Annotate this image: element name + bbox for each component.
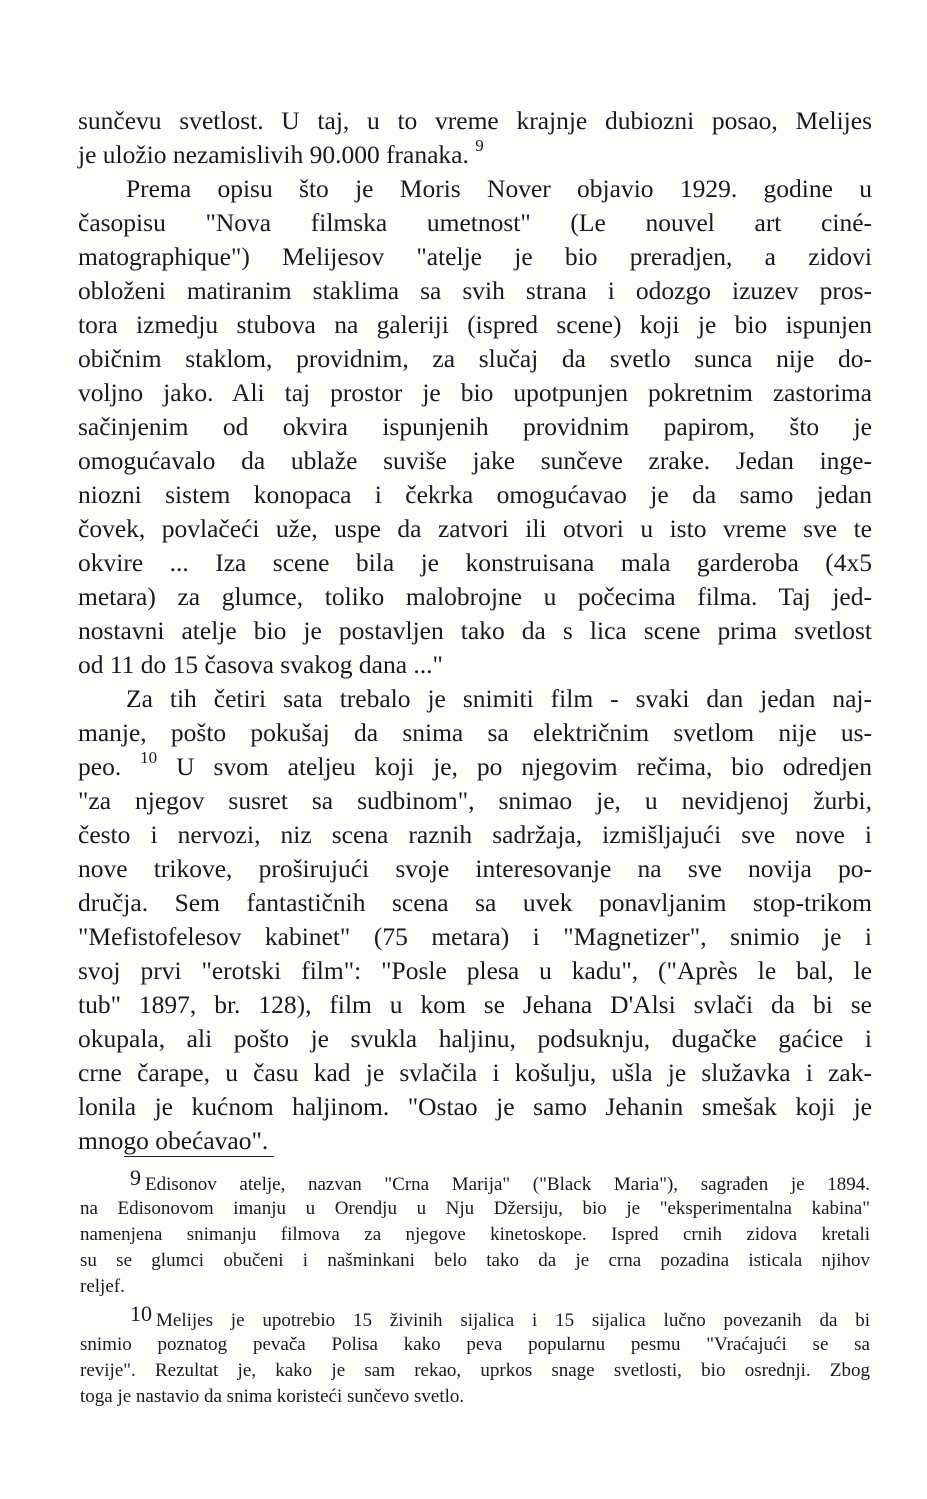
text-line: nostavni atelje bio je postavljen tako da s lica scene prima svetlost (78, 616, 872, 645)
text-line: crne čarape, u času kad je svlačila i košulju, ušla je služavka i zak- (78, 1058, 872, 1087)
footnote-line: namenjena snimanju filmova za njegove kinetoskope. Ispred crnih zidova kretali (80, 1224, 870, 1245)
footnote-number: 10 (130, 1301, 152, 1326)
text-line: nove trikove, proširujući svoje interesovanje na sve novija po- (78, 854, 872, 883)
footnote-reference: 9 (475, 135, 484, 155)
text-line: omogućavalo da ublaže suviše jake sunčeve zrake. Jedan inge- (78, 446, 872, 475)
footnote-reference: 10 (140, 747, 158, 767)
footnotes (80, 1165, 870, 1410)
text-line: je uložio nezamislivih 90.000 franaka. $^9$ (78, 135, 484, 169)
text-line: često i nervozi, niz scena raznih sadržaja, izmišljajući sve nove i (78, 820, 872, 849)
footnote-line: revije". Rezultat je, kako je sam rekao, uprkos snage svetlosti, bio osrednji. Zbog (80, 1360, 870, 1381)
footnote-number: 9 (130, 1165, 141, 1190)
text-line: peo. $^{10}$ U svom ateljeu koji je, po njegovim rečima, bio odredjen (78, 747, 872, 781)
footnote-line: 10 Melijes je upotrebio 15 živinih sijalica i 15 sijalica lučno povezanih da bi (130, 1301, 870, 1331)
text-line: metara) za glumce, toliko malobrojne u počecima filma. Taj jed- (78, 582, 872, 611)
text-line: tub" 1897, br. 128), film u kom se Jehana D'Alsi svlači da bi se (78, 990, 872, 1019)
text-line: dručja. Sem fantastičnih scena sa uvek ponavljanim stop-trikom (78, 888, 872, 917)
text-line: čovek, povlačeći uže, uspe da zatvori ili otvori u isto vreme sve te (78, 514, 872, 543)
text-line: Prema opisu što je Moris Nover objavio 1929. godine u (126, 174, 872, 203)
text-line: sačinjenim od okvira ispunjenih providnim papirom, što je (78, 412, 872, 441)
text-line: manje, pošto pokušaj da snima sa električnim svetlom nije us- (78, 718, 872, 747)
text-line: niozni sistem konopaca i čekrka omogućavao je da samo jedan (78, 480, 872, 509)
text-line: od 11 do 15 časova svakog dana ..." (78, 650, 443, 679)
text-line: "Mefistofelesov kabinet" (75 metara) i "Magnetizer", snimio je i (78, 922, 872, 951)
footnote-line: 9 Edisonov atelje, nazvan "Crna Marija" ("Black Maria"), sagrađen je 1894. (130, 1165, 870, 1195)
text-line: okupala, ali pošto je svukla haljinu, podsuknju, dugačke gaćice i (78, 1024, 872, 1053)
text-line: običnim staklom, providnim, za slučaj da svetlo sunca nije do- (78, 344, 872, 373)
text-line: matographique") Melijesov "atelje je bio preradjen, a zidovi (78, 242, 872, 271)
text-line: obloženi matiranim staklima sa svih strana i odozgo izuzev pros- (78, 276, 872, 305)
text-line: Za tih četiri sata trebalo je snimiti film - svaki dan jedan naj- (126, 684, 872, 713)
text-line: "za njegov susret sa sudbinom", snimao je, u nevidjenoj žurbi, (78, 786, 872, 815)
footnote-line: su se glumci obučeni i našminkani belo tako da je crna pozadina isticala njihov (80, 1250, 870, 1271)
text-line: lonila je kućnom haljinom. "Ostao je samo Jehanin smešak koji je (78, 1092, 872, 1121)
main-text (78, 104, 872, 1158)
footnote-line: na Edisonovom imanju u Orendju u Nju Džersiju, bio je "eksperimentalna kabina" (80, 1198, 870, 1219)
footnote-10 (80, 1301, 870, 1410)
text-line: voljno jako. Ali taj prostor je bio upotpunjen pokretnim zastorima (78, 378, 872, 407)
text-line: mnogo obećavao". (78, 1126, 269, 1155)
text-line: sunčevu svetlost. U taj, u to vreme krajnje dubiozni posao, Melijes (78, 106, 872, 135)
footnote-9 (80, 1165, 870, 1300)
footnote-line: toga je nastavio da snima koristeći sunčevo svetlo. (80, 1386, 465, 1407)
footnote-line: reljef. (80, 1276, 125, 1297)
text-line: svoj prvi "erotski film": "Posle plesa u kadu", ("Après le bal, le (78, 956, 872, 985)
text-line: časopisu "Nova filmska umetnost" (Le nouvel art ciné- (78, 208, 872, 237)
text-line: tora izmedju stubova na galeriji (ispred scene) koji je bio ispunjen (78, 310, 872, 339)
text-line: okvire ... Iza scene bila je konstruisana mala garderoba (4x5 (78, 548, 872, 577)
footnote-line: snimio poznatog pevača Polisa kako peva popularnu pesmu "Vraćajući se sa (80, 1334, 870, 1355)
footnote-separator (124, 1156, 274, 1157)
